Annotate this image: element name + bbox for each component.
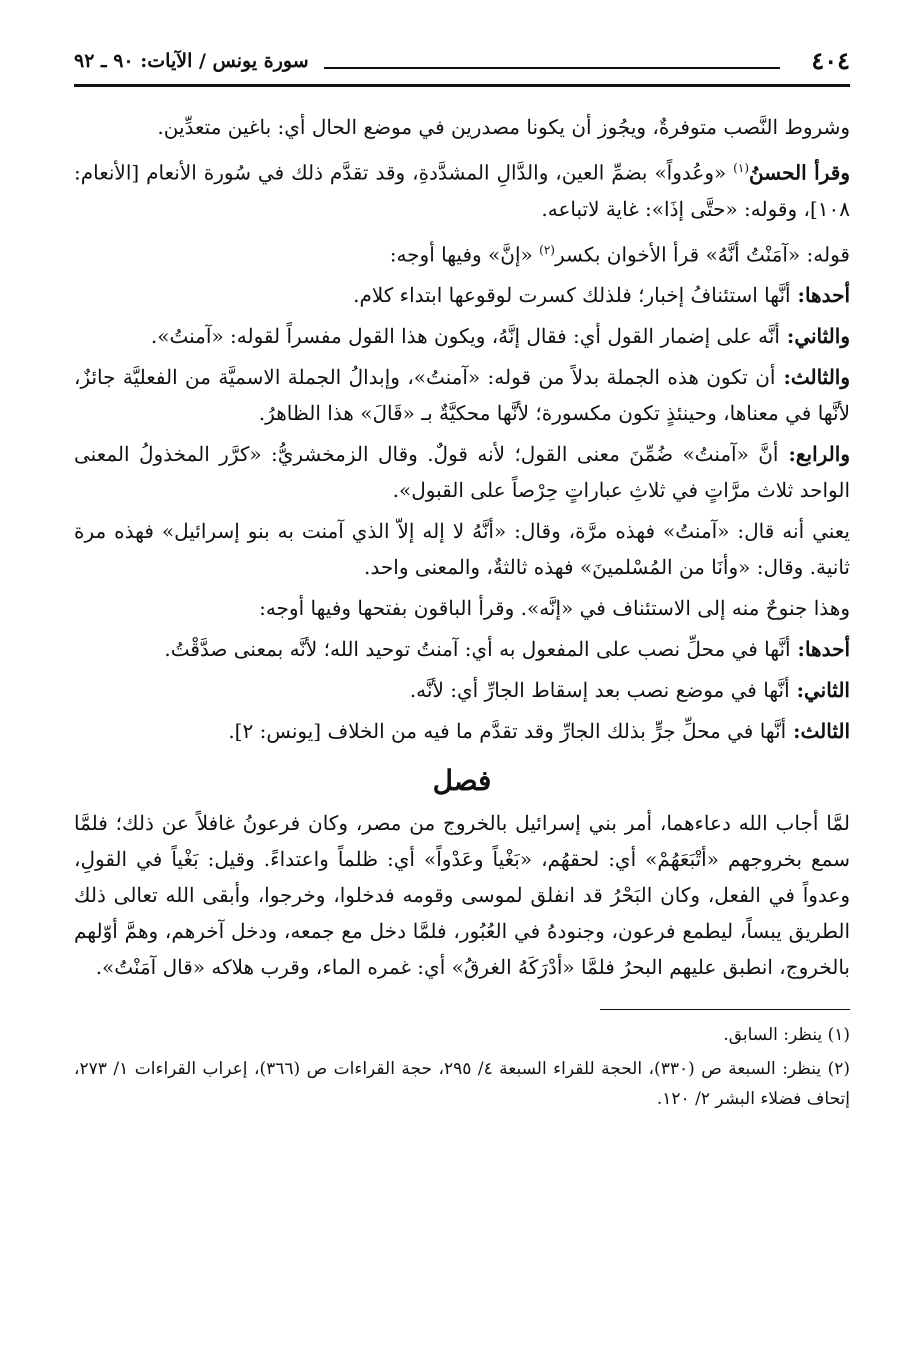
paragraph-text: أن تكون هذه الجملة بدلاً من قوله: «آمنتُ»، وإبدالُ الجملة الاسميَّة من الفعليَّة جائزٌ، لأنَّها في معناها، وحينئذٍ تكون مكسورة؛ لأنَّها محكيَّةٌ بـ «قَالَ» هذا الظاهرُ.	[74, 365, 850, 426]
paragraph	[74, 277, 850, 313]
paragraph-text: أنَّها في محلِّ جرٍّ بذلك الجارِّ وقد تقدَّم ما فيه من الخلاف [يونس: ٢].	[228, 719, 787, 744]
footnote-marker: (١)	[733, 161, 749, 175]
paragraph-text: أنَّها في موضع نصب بعد إسقاط الجارِّ أي: لأنَّه.	[409, 678, 790, 703]
paragraph-text: قوله: «آمَنْتُ أنَّهُ» قرأ الأخوان بكسر	[554, 242, 850, 267]
paragraph	[74, 318, 850, 354]
paragraph-text: أنَّ «آمنتُ» ضُمِّنَ معنى القول؛ لأنه قولٌ. وقال الزمخشريُّ: «كرَّر المخذولُ المعنى الواحد ثلاث مرَّاتٍ في ثلاثِ عباراتٍ حِرْصاً على القبول».	[74, 442, 850, 503]
paragraph-text: أنَّه على إضمار القول أي: فقال إنَّهُ، ويكون هذا القول مفسراً لقوله: «آمنتُ».	[150, 324, 780, 349]
paragraph-text: أنَّها استئنافُ إخبار؛ فلذلك كسرت لوقوعها ابتداء كلام.	[353, 283, 791, 308]
paragraph	[74, 150, 850, 227]
footnote-rule	[600, 1009, 850, 1010]
paragraph-lead: الثاني:	[789, 678, 850, 703]
paragraph-text: «وعُدواً» بضمِّ العين، والدَّالِ المشدَّدةِ، وقد تقدَّم ذلك في سُورة الأنعام [الأنعام: ١٠٨]، وقوله: «حتَّى إذَا»: غاية لاتباعه.	[74, 160, 850, 221]
paragraph-lead: أحدها:	[790, 637, 850, 662]
paragraph-lead: الثالث:	[786, 719, 850, 744]
section-heading: فصل	[432, 764, 492, 798]
main-text	[74, 109, 850, 985]
paragraph-text: أنَّها في محلِّ نصب على المفعول به أي: آمنتُ توحيد الله؛ لأنَّه بمعنى صدَّقْتُ.	[164, 637, 791, 662]
paragraph	[74, 436, 850, 508]
footnote: (١) ينظر: السابق.	[723, 1025, 850, 1046]
paragraph	[74, 232, 850, 273]
footnote: (٢) ينظر: السبعة ص (٣٣٠)، الحجة للقراء السبعة ٤/ ٢٩٥، حجة القراءات ص (٣٦٦)، إعراب القراءات ١/ ٢٧٣، إتحاف فضلاء البشر ٢/ ١٢٠.	[74, 1059, 850, 1110]
paragraph-text: وهذا جنوحٌ منه إلى الاستئناف في «إنَّه». وقرأ الباقون بفتحها وفيها أوجه:	[259, 596, 850, 621]
paragraph	[74, 631, 850, 667]
paragraph-lead: والثالث:	[775, 365, 851, 390]
book-page	[74, 40, 850, 1350]
footnotes	[74, 1020, 850, 1114]
paragraph	[74, 672, 850, 708]
header-rule	[324, 67, 780, 69]
page-header	[74, 40, 850, 87]
paragraph-lead: والرابع:	[778, 442, 850, 467]
paragraph-text: وشروط النَّصب متوفرةٌ، ويجُوز أن يكونا مصدرين في موضع الحال أي: باغين متعدِّين.	[157, 115, 850, 139]
paragraph-lead: وقرأ الحسنُ	[749, 160, 850, 185]
page-number: ٤٠٤	[811, 46, 850, 75]
paragraph	[74, 713, 850, 749]
paragraph-lead: أحدها:	[790, 283, 850, 308]
paragraph	[74, 359, 850, 431]
section-paragraph	[74, 805, 850, 985]
section-text: لمَّا أجاب الله دعاءهما، أمر بني إسرائيل بالخروج من مصر، وكان فرعونُ غافلاً عن ذلك؛ فلمَّا سمع بخروجهم «أتْبَعَهُمْ» أي: لحقهُم، «بَغْياً وعَدْواً» أي: ظلماً واعتداءً. وقيل: بَغْياً في القولِ، وعدواً في الفعل، وكان البَحْرُ قد انفلق لموسى وقومه فدخلوا، وخرجوا، وأبقى الله تعالى ذلك الطريق يبساً، ليطمع فرعون، وجنودهُ في العُبُور، فلمَّا دخل مع جمعه، ودخل آخرهم، وهمَّ أوّلهم بالخروج، انطبق عليهم البحرُ فلمَّا «أدْرَكَهُ الغرقُ» أي: غمره الماء، وقرب هلاكه «قال آمَنْتُ».	[74, 811, 850, 980]
paragraph	[74, 513, 850, 585]
paragraph-text-tail: «إنَّ» وفيها أوجه:	[389, 242, 540, 267]
paragraph	[74, 109, 850, 145]
paragraph-lead: والثاني:	[779, 324, 850, 349]
running-title: سورة يونس / الآيات: ٩٠ ـ ٩٢	[74, 50, 319, 72]
footnote-marker: (٢)	[539, 242, 555, 257]
paragraph	[74, 590, 850, 626]
paragraph-text: يعني أنه قال: «آمنتُ» فهذه مرَّة، وقال: «أنَّهُ لا إله إلاّ الذي آمنت به بنو إسرائيل» فهذه مرة ثانية. وقال: «وأنَا من المُسْلمينَ» فهذه ثالثةٌ، والمعنى واحد.	[74, 519, 850, 580]
